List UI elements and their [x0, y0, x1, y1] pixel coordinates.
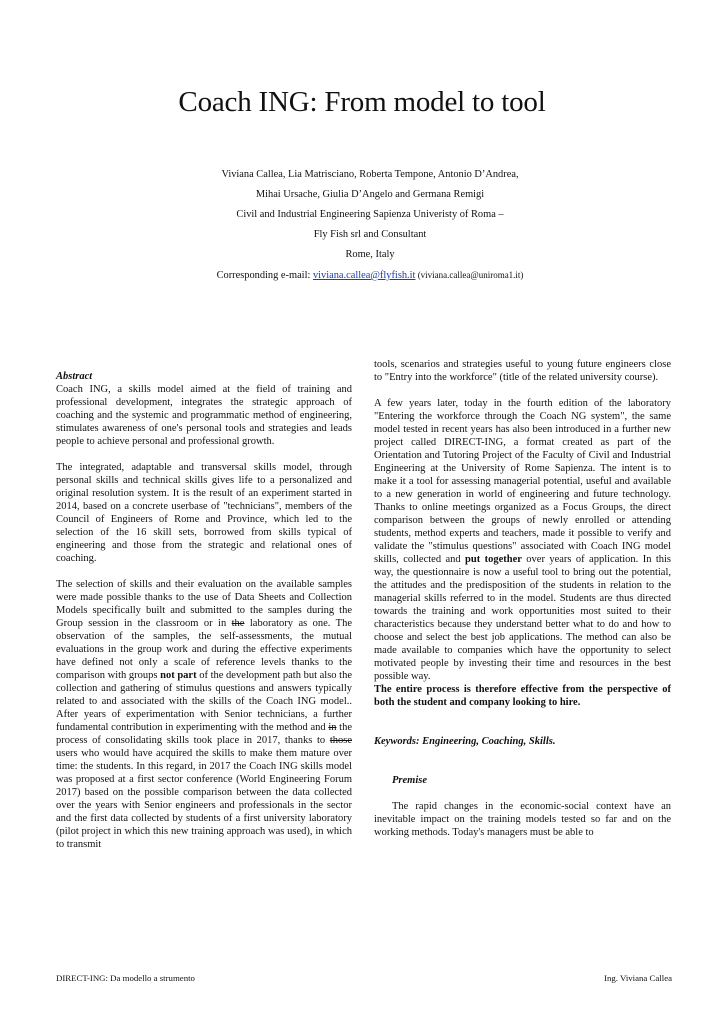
- email-link[interactable]: viviana.callea@flyfish.it: [312, 270, 416, 281]
- paper-title: Coach ING: From model to tool: [178, 86, 546, 118]
- abstract-p3-text-a: The selection of skills and their evaluation on the available samples were made possible thanks to the use of Data Sheets and Collection Models specifically built and submitted to the samples during the Group session in the classroom or in: [56, 579, 352, 629]
- abstract-heading: Abstract: [56, 371, 93, 382]
- struck-text: the: [231, 618, 245, 629]
- right-p2-text-b: over years of application. In this way, the questionnaire is now a useful tool to bring out the potential, the attitudes and the predisposition of the students in relation to the managerial skills referred to in the model. Students are thus directed towards the training and work opportunities most suited to their characteristics because they understand better what to do and how to choose and select the best job applications. The method can also be made available to companies which have the opportunity to select motivated people by investing their time and resources in the best possible way.: [374, 554, 672, 682]
- author-list-line-1: Viviana Callea, Lia Matrisciano, Roberta Tempone, Antonio D’Andrea,: [221, 169, 519, 180]
- right-paragraph-1: tools, scenarios and strategies useful to young future engineers close to "Entry into the workforce" (title of the related university course).: [374, 359, 671, 383]
- keywords: Keywords: Engineering, Coaching, Skills.: [374, 736, 556, 747]
- abstract-p3-text-e: users who would have acquired the skills to make them mature over time: the students. In this regard, in 2017 the Coach ING skills model was proposed at a first sector conference (World Engineering Forum 2017) based on the possible comparison between the data collected over the years with Senior engineers and professionals in the sector and the first data collected by students of a first university laboratory (pilot project in which this new training approach was used), in which to transmit: [56, 748, 352, 850]
- right-column: [374, 358, 671, 839]
- footer-right: Ing. Viviana Callea: [604, 973, 672, 983]
- bold-text: not part: [160, 670, 197, 681]
- author-block: [150, 165, 590, 286]
- abstract-paragraph-3: [56, 578, 352, 851]
- premise-paragraph: The rapid changes in the economic-social context have an inevitable impact on the training models tested so far and on the working methods. Today's managers must be able to: [374, 801, 671, 838]
- location: Rome, Italy: [345, 249, 395, 260]
- email-label: Corresponding e-mail:: [216, 270, 313, 281]
- abstract-p3-text-c: of the development path but also the collection and gathering of stimulus questions and answers typically related to and associated with the skills of the Coach ING model.. After years of experimentation with Senior technicians, a further fundamental contribution in experimenting with the method and: [56, 670, 353, 733]
- struck-text: those: [329, 735, 352, 746]
- conclusion-statement: The entire process is therefore effective from the perspective of both the student and company looking to hire.: [374, 684, 671, 708]
- abstract-p3-text-d: the process of consolidating skills took place in 2017, thanks to: [56, 722, 353, 746]
- affiliation-line-2: Fly Fish srl and Consultant: [313, 229, 427, 240]
- right-p2-text-a: A few years later, today in the fourth edition of the laboratory "Entering the workforce through the Coach NG system", the same model tested in recent years has also been introduced in a further new project called DIRECT-ING, a format created as part of the Orientation and Tutoring Project of the Faculty of Civil and Industrial Engineering at the University of Rome Sapienza. The intent is to make it a tool for assessing managerial potential, useful and available to a new generation in world of engineering and future technology. Thanks to online meetings organized as a Focus Groups, the direct comparison between the groups of newly enrolled or attending students, method experts and teachers, made it possible to verify and validate the "stimulus questions" associated with Coach ING model skills, collected and: [374, 398, 671, 565]
- premise-heading: Premise: [392, 775, 427, 786]
- contact-line: [150, 265, 590, 286]
- abstract-paragraph-1: Coach ING, a skills model aimed at the field of training and professional development, integrates the strategic approach of coaching and the systemic and programmatic method of engineering, stimulates awareness of one's personal tools and strategies and leads people to achieve personal and professional growth.: [56, 384, 352, 447]
- email-alternate: (viviana.callea@uniroma1.it): [415, 270, 524, 280]
- struck-text: in: [328, 722, 337, 733]
- right-paragraph-2: [374, 397, 671, 683]
- left-column: [56, 370, 352, 851]
- author-list-line-2: Mihai Ursache, Giulia D’Angelo and Germana Remigi: [255, 189, 485, 200]
- abstract-paragraph-2: The integrated, adaptable and transversal skills model, through personal skills and technical skills gives life to a personalized and original resolution system. It is the result of an experiment started in 2014, based on a concrete userbase of "technicians", members of the Council of Engineers of Rome and Province, which led to the selection of the 16 skill sets, borrowed from skills typical of engineering and those from the strategic and relational ones of coaching.: [56, 462, 352, 564]
- footer-left: DIRECT-ING: Da modello a strumento: [56, 973, 195, 983]
- abstract-p3-text-b: laboratory as one. The observation of the samples, the self-assessments, the mutual evaluations in the group work and during the effective experiments have defined not only a scale of reference levels thanks to the comparison with groups: [56, 618, 352, 681]
- bold-text: put together: [465, 554, 522, 565]
- affiliation-line-1: Civil and Industrial Engineering Sapienza Univeristy of Roma –: [236, 209, 504, 220]
